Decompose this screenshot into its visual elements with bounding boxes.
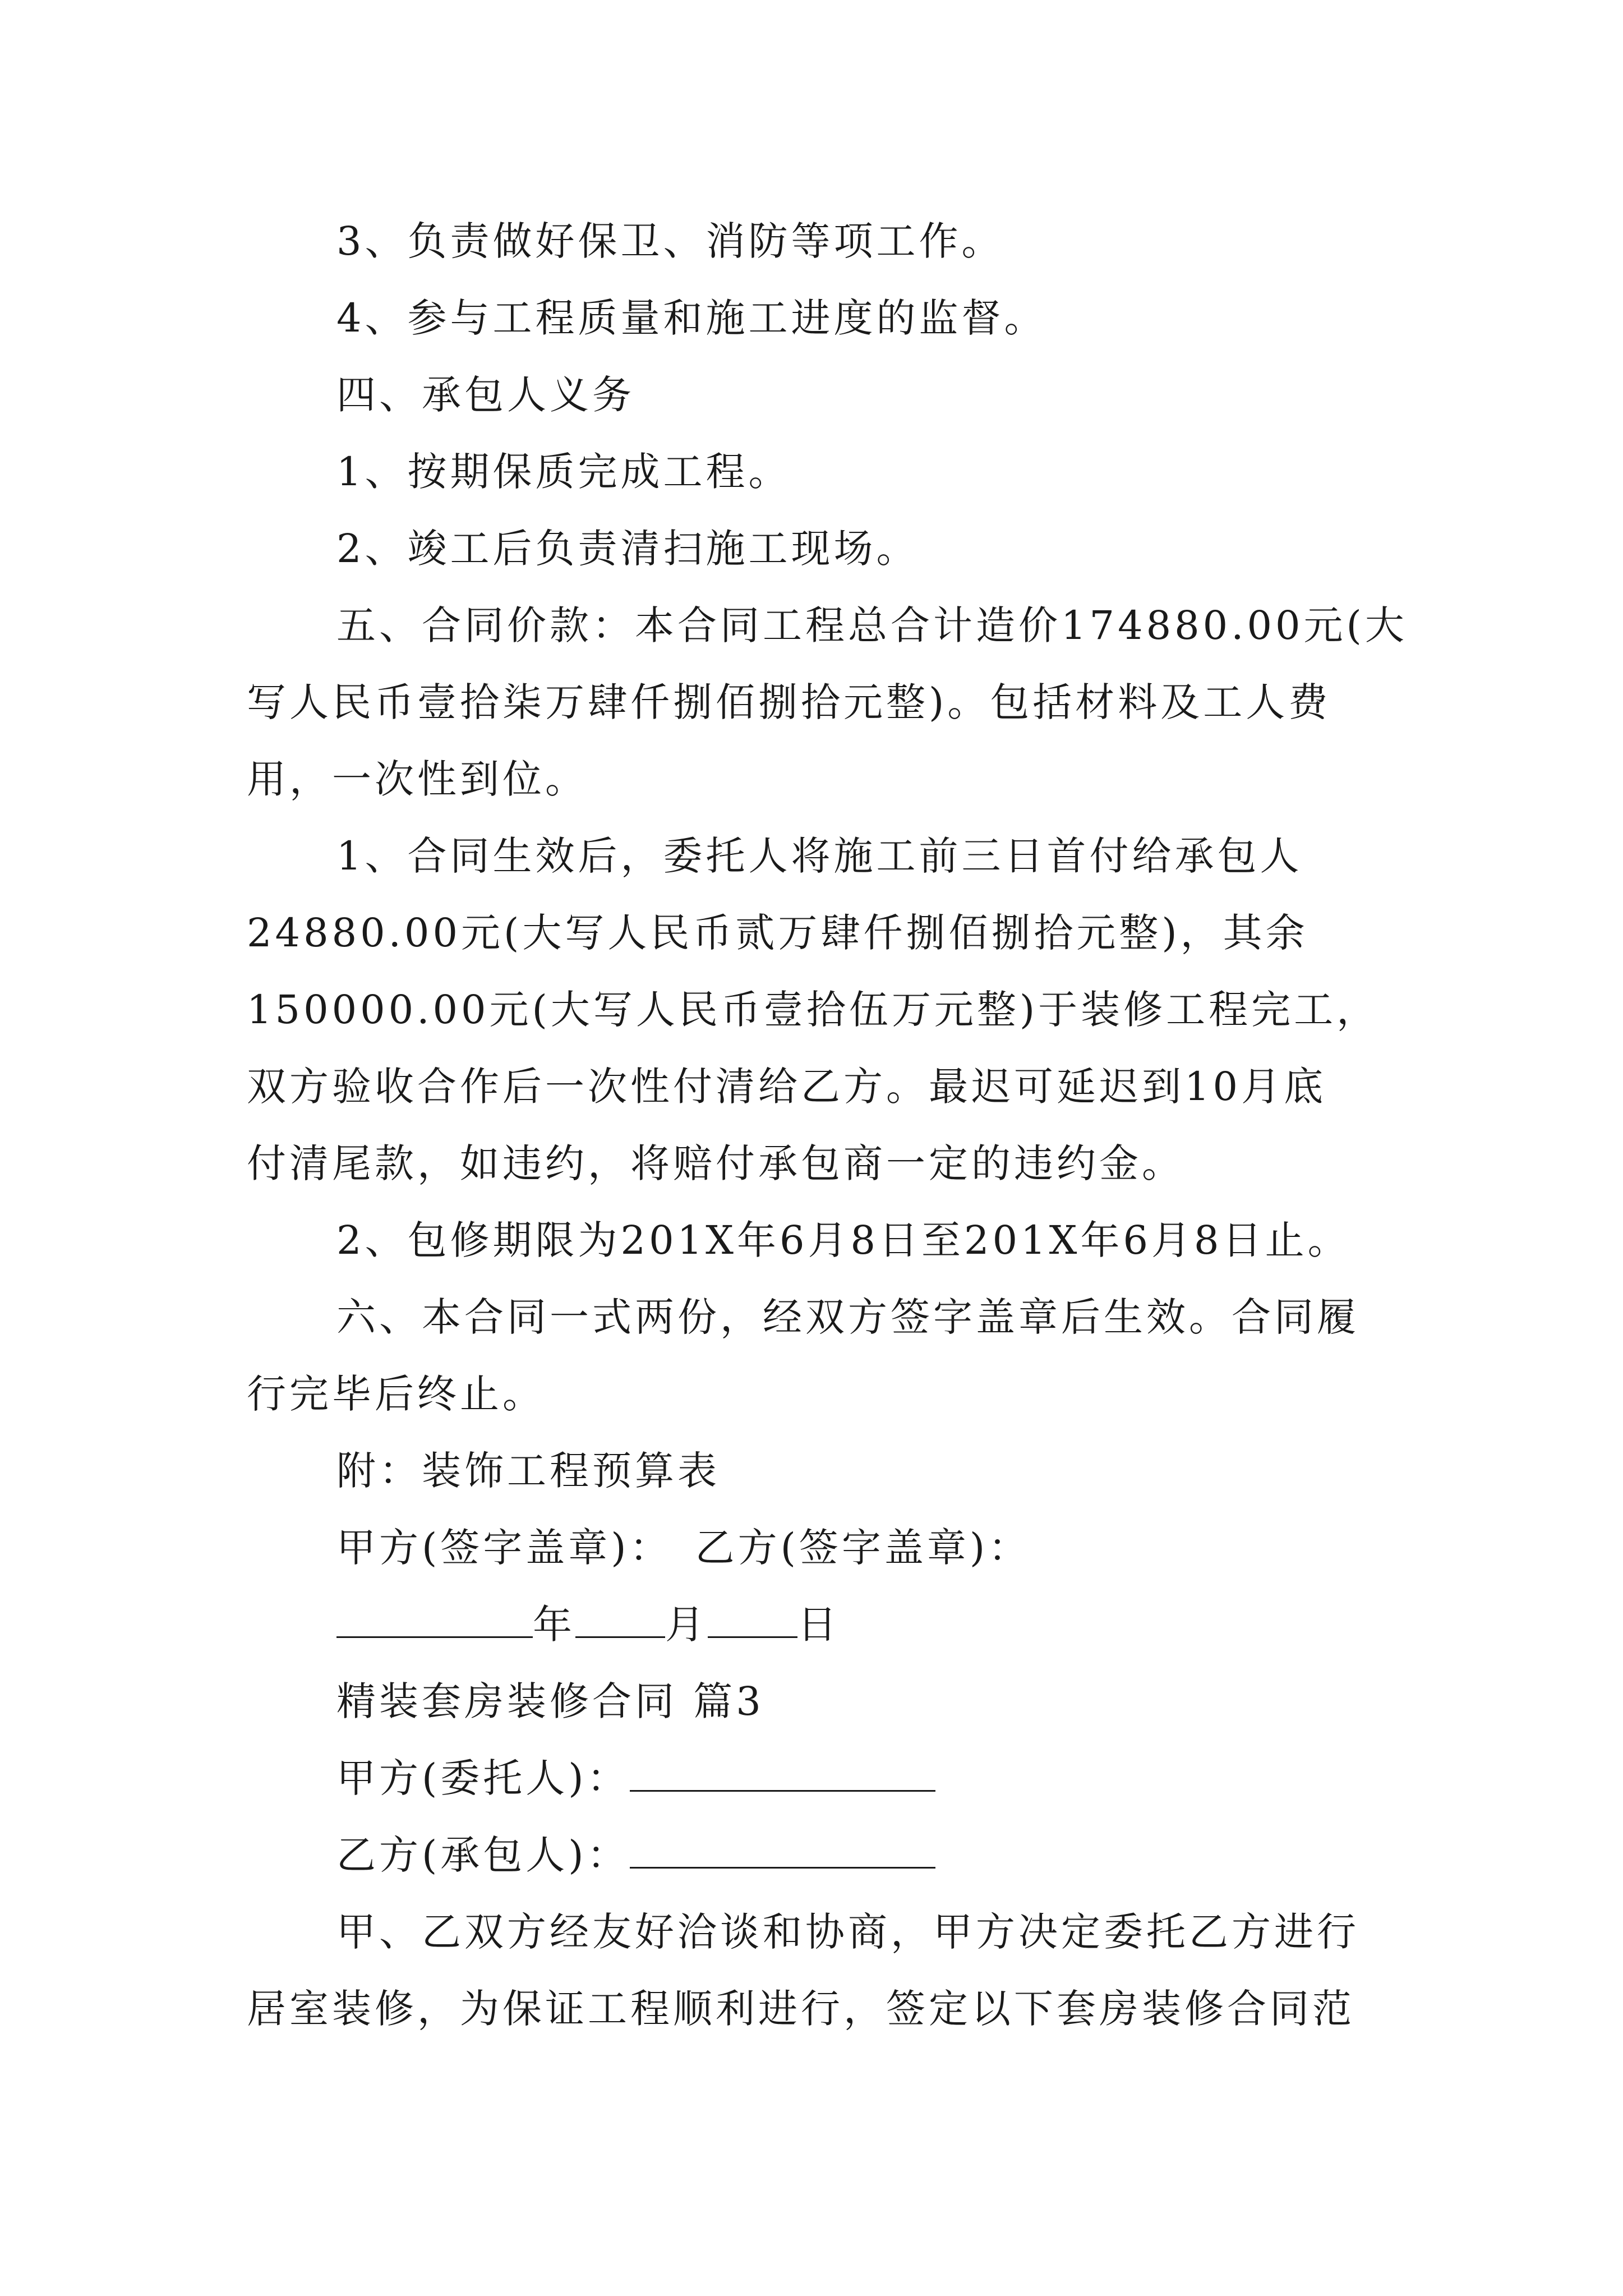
signature-line: 甲方(签字盖章)： 乙方(签字盖章)： bbox=[336, 1525, 1031, 1571]
clause-3-security: 3、负责做好保卫、消防等项工作。 bbox=[336, 218, 1004, 264]
contract-price-line-1: 五、合同价款：本合同工程总合计造价174880.00元(大 bbox=[336, 602, 1408, 648]
day-blank bbox=[708, 1602, 797, 1638]
year-blank bbox=[336, 1602, 533, 1638]
section-title: 精装套房装修合同 篇3 bbox=[336, 1678, 764, 1724]
payment-clause-line-3: 150000.00元(大写人民币壹拾伍万元整)于装修工程完工， bbox=[247, 987, 1380, 1033]
payment-clause-line-1: 1、合同生效后，委托人将施工前三日首付给承包人 bbox=[336, 833, 1303, 879]
attachment-note: 附：装饰工程预算表 bbox=[336, 1448, 720, 1494]
contractor-duty-1: 1、按期保质完成工程。 bbox=[336, 449, 791, 495]
party-b-blank bbox=[630, 1832, 935, 1869]
closing-line-2: 居室装修，为保证工程顺利进行，签定以下套房装修合同范 bbox=[247, 1986, 1355, 2032]
section-heading-contractor-duties: 四、承包人义务 bbox=[336, 372, 635, 418]
payment-clause-line-2: 24880.00元(大写人民币贰万肆仟捌佰捌拾元整)，其余 bbox=[247, 910, 1308, 956]
party-a-blank bbox=[630, 1755, 935, 1792]
party-b-label: 乙方(承包人)： bbox=[336, 1832, 630, 1878]
party-b-line bbox=[336, 1830, 935, 1880]
clause-4-supervision: 4、参与工程质量和施工进度的监督。 bbox=[336, 295, 1047, 341]
warranty-period: 2、包修期限为201X年6月8日至201X年6月8日止。 bbox=[336, 1217, 1350, 1263]
date-line bbox=[336, 1599, 840, 1650]
closing-line-1: 甲、乙双方经友好洽谈和协商，甲方决定委托乙方进行 bbox=[336, 1909, 1359, 1955]
contract-price-line-2: 写人民币壹拾柒万肆仟捌佰捌拾元整)。包括材料及工人费 bbox=[247, 679, 1331, 725]
month-blank bbox=[575, 1602, 665, 1638]
day-label: 日 bbox=[797, 1602, 840, 1648]
party-a-label: 甲方(委托人)： bbox=[336, 1755, 630, 1801]
month-label: 月 bbox=[665, 1602, 708, 1648]
payment-clause-line-5: 付清尾款，如违约，将赔付承包商一定的违约金。 bbox=[247, 1140, 1184, 1186]
contract-price-line-3: 用，一次性到位。 bbox=[247, 756, 588, 802]
clause-6-line-1: 六、本合同一式两份，经双方签字盖章后生效。合同履 bbox=[336, 1294, 1359, 1340]
party-a-line bbox=[336, 1753, 935, 1803]
contractor-duty-2: 2、竣工后负责清扫施工现场。 bbox=[336, 526, 919, 572]
payment-clause-line-4: 双方验收合作后一次性付清给乙方。最迟可延迟到10月底 bbox=[247, 1064, 1327, 1110]
clause-6-line-2: 行完毕后终止。 bbox=[247, 1371, 545, 1417]
year-label: 年 bbox=[533, 1602, 575, 1648]
